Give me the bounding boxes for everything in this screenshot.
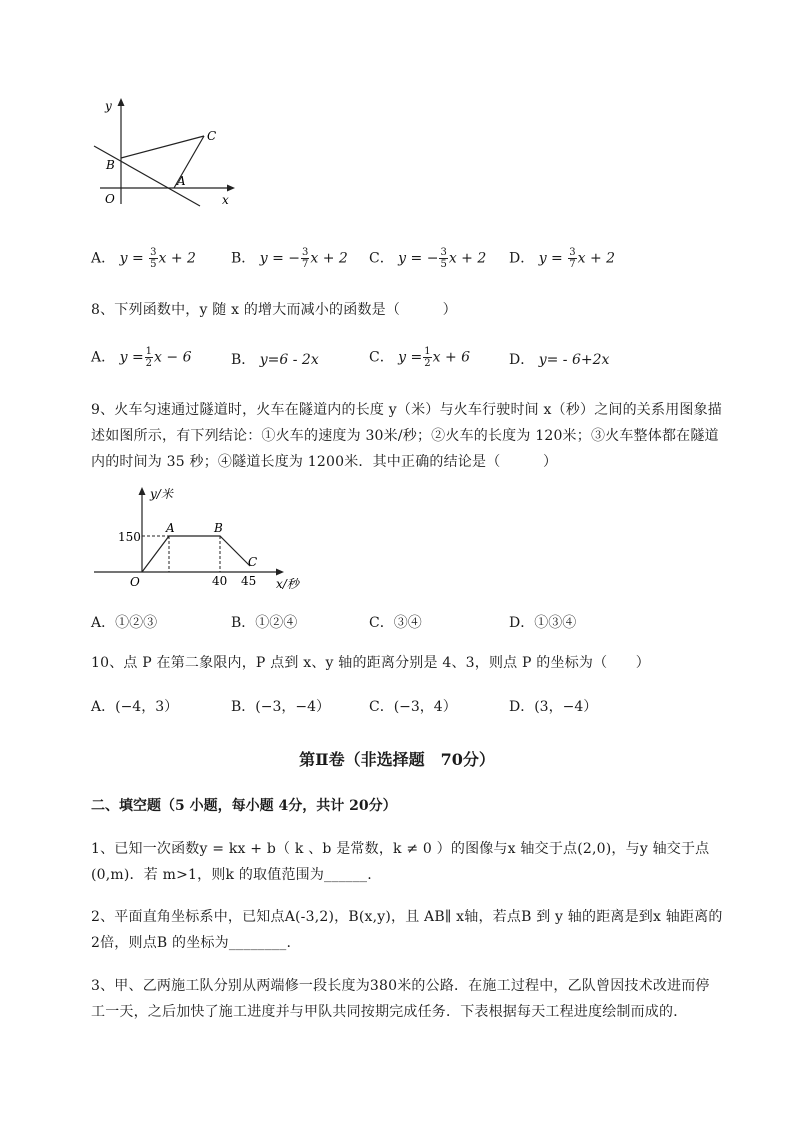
option-letter: D． <box>509 250 535 267</box>
fraction-numerator: 3 <box>150 247 157 258</box>
fig7-x-arrow <box>227 185 235 192</box>
fraction <box>568 247 576 270</box>
q7-option-c[interactable] <box>369 247 486 270</box>
q10-option-b[interactable]: B．(−3，−4） <box>231 699 331 715</box>
q7-option-a[interactable] <box>91 247 196 270</box>
fill-q1-line-2: (0,m)．若 m>1，则k 的取值范围为______. <box>91 867 372 883</box>
fig7-label-y: y <box>105 99 112 113</box>
q9-option-a[interactable]: A．①②③ <box>91 615 158 631</box>
option-letter: A． <box>91 250 116 267</box>
option-tail: x + 2 <box>577 250 616 267</box>
option-letter: C． <box>369 349 394 366</box>
q9-point-B: B <box>214 521 223 535</box>
q7-option-d[interactable] <box>509 247 615 270</box>
fraction-numerator: 3 <box>569 247 576 258</box>
q7-option-b[interactable] <box>231 247 348 270</box>
fraction-denominator: 5 <box>440 259 447 270</box>
q8-option-c[interactable] <box>369 346 470 369</box>
q9-option-b[interactable]: B．①②④ <box>231 615 298 631</box>
fraction-numerator: 3 <box>440 247 447 258</box>
q9-point-A: A <box>166 521 175 535</box>
option-tail: x + 2 <box>448 250 487 267</box>
q9-stem-line-2: 述如图所示，有下列结论：①火车的速度为 30米/秒；②火车的长度为 120米；③火车整体都在隧道 <box>91 428 719 444</box>
q9-tick-45: 45 <box>241 574 257 588</box>
option-lhs: y = <box>259 250 284 267</box>
fraction <box>423 346 431 369</box>
fig7-label-C: C <box>207 129 217 143</box>
q10-option-a[interactable]: A．(−4，3） <box>91 699 179 715</box>
fill-q3-line-1: 3、甲、乙两施工队分别从两端修一段长度为380米的公路．在施工过程中，乙队曾因技术改进而停 <box>91 978 710 994</box>
option-lhs: y = <box>538 250 563 267</box>
option-sign: − <box>426 250 439 267</box>
option-tail: x + 2 <box>310 250 348 267</box>
fill-q1-line-1: 1、已知一次函数y = kx + b（ k 、b 是常数，k ≠ 0 ）的图像与x 轴交于点(2,0)，与y 轴交于点 <box>91 841 710 857</box>
option-letter: A． <box>91 349 116 366</box>
q9-chart <box>90 484 330 594</box>
fraction <box>439 247 447 270</box>
section-title: 二、填空题（5 小题，每小题 4分，共计 20分） <box>91 798 397 814</box>
fraction-denominator: 5 <box>150 259 157 270</box>
q9-y-arrow <box>139 487 146 495</box>
q8-stem: 8、下列函数中，y 随 x 的增大而减小的函数是（ ） <box>91 302 457 318</box>
option-text: y=6 - 2x <box>259 352 319 368</box>
fraction <box>149 247 157 270</box>
fraction-denominator: 7 <box>302 259 309 270</box>
fig7-label-A: A <box>177 174 186 188</box>
fill-q2-line-1: 2、平面直角坐标系中，已知点A(-3,2)，B(x,y)，且 AB∥ x轴，若点B 到 y 轴的距离是到x 轴距离的 <box>91 909 723 925</box>
option-letter: B． <box>231 352 256 368</box>
fig7-label-O: O <box>105 192 115 206</box>
q9-point-C: C <box>248 555 258 569</box>
fraction-numerator: 3 <box>302 247 309 258</box>
option-lhs: y = <box>119 250 144 267</box>
fraction-numerator: 1 <box>424 346 431 357</box>
option-sign: − <box>288 250 301 267</box>
q8-option-a[interactable] <box>91 346 191 369</box>
q10-stem: 10、点 P 在第二象限内，P 点到 x、y 轴的距离分别是 4、3，则点 P 的坐标为（ ） <box>91 655 650 671</box>
q8-option-d[interactable] <box>509 349 609 369</box>
fraction-numerator: 1 <box>145 346 153 357</box>
q9-tick-150: 150 <box>118 530 141 544</box>
q9-stem-line-1: 9、火车匀速通过隧道时，火车在隧道内的长度 y（米）与火车行驶时间 x（秒）之间的关系用图象描 <box>91 402 723 418</box>
q9-x-arrow <box>276 569 284 576</box>
option-text: y= - 6+2x <box>538 352 610 368</box>
fraction-denominator: 2 <box>424 358 431 369</box>
q7-figure <box>88 96 248 214</box>
fig7-segment-BC <box>121 136 204 158</box>
option-tail: x + 2 <box>158 250 196 267</box>
q9-option-c[interactable]: C．③④ <box>369 615 422 631</box>
option-letter: D． <box>509 352 535 368</box>
option-letter: C． <box>369 250 394 267</box>
q9-y-label: y/米 <box>150 487 173 501</box>
fraction-denominator: 7 <box>569 259 576 270</box>
q9-graph-line <box>142 536 250 572</box>
fraction-denominator: 2 <box>145 358 153 369</box>
fig7-label-x: x <box>222 193 229 207</box>
fig7-y-arrow <box>118 98 125 106</box>
option-tail: x − 6 <box>154 349 192 366</box>
option-lhs: y = <box>398 349 423 366</box>
option-lhs: y = <box>119 349 144 366</box>
option-tail: x + 6 <box>432 349 471 366</box>
option-lhs: y = <box>398 250 423 267</box>
q9-x-label: x/秒 <box>276 577 299 591</box>
option-letter: B． <box>231 250 256 267</box>
part2-title: 第Ⅱ卷（非选择题 70分） <box>299 750 495 769</box>
q10-option-c[interactable]: C．(−3，4） <box>369 699 457 715</box>
fraction <box>145 346 153 369</box>
q8-option-b[interactable] <box>231 349 319 369</box>
fig7-label-B: B <box>106 158 115 172</box>
q9-option-d[interactable]: D．①③④ <box>509 615 577 631</box>
q10-option-d[interactable]: D．(3，−4） <box>509 699 598 715</box>
fill-q3-line-2: 工一天，之后加快了施工进度并与甲队共同按期完成任务．下表根据每天工程进度绘制而成的． <box>91 1004 688 1020</box>
q9-origin-label: O <box>130 575 140 589</box>
fraction <box>301 247 309 270</box>
q9-stem-line-3: 内的时间为 35 秒；④隧道长度为 1200米．其中正确的结论是（ ） <box>91 454 558 470</box>
q9-tick-40: 40 <box>212 574 228 588</box>
fill-q2-line-2: 2倍，则点B 的坐标为________. <box>91 935 292 951</box>
